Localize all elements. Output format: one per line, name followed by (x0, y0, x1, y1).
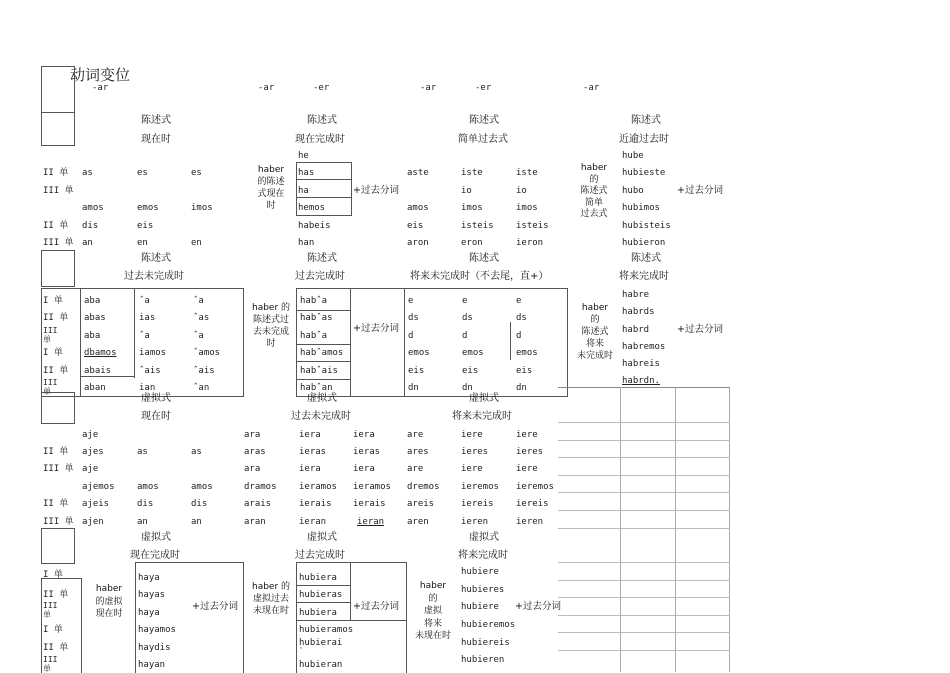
conj-cell: ierais (299, 499, 332, 509)
ending-er-2: -er (475, 83, 492, 93)
conj-cell: dn (462, 383, 473, 393)
grid-line (558, 580, 730, 581)
conj-cell: e (408, 296, 414, 306)
ending-ar-2: -ar (258, 83, 275, 93)
grid-line (558, 440, 730, 441)
conj-cell: dis (191, 499, 208, 509)
conj-cell: aste (407, 168, 429, 178)
conj-cell: ajemos (82, 482, 115, 492)
person-label: III 单 (43, 464, 74, 474)
conj-cell: dis (82, 221, 99, 231)
conj-cell: emos (408, 348, 430, 358)
participle-note: +过去分词 (353, 185, 399, 196)
heading-mood: 陈述式 (141, 253, 171, 264)
person-label: I 单 (43, 625, 63, 635)
conj-cell: dbamos (84, 348, 117, 358)
conj-cell: ha (298, 186, 309, 196)
person-label: II 单 (43, 590, 69, 600)
conj-cell: hubierai (299, 638, 343, 648)
conj-cell: ˆan (193, 383, 210, 393)
aux-label: haber 的虚拟 现在时 (95, 584, 123, 619)
conj-cell: hubiera (299, 608, 337, 618)
ending-ar-3: -ar (420, 83, 437, 93)
grid-line (558, 510, 730, 511)
heading-mood: 陈述式 (631, 115, 661, 126)
side-box-2 (41, 250, 75, 287)
grid-line (558, 422, 730, 423)
conj-cell: ieras (353, 447, 381, 457)
heading-tense: 现在时 (141, 411, 171, 422)
conj-cell: ˆais (193, 366, 215, 376)
ending-ar-1: -ar (92, 83, 109, 93)
ending-er-1: -er (313, 83, 330, 93)
conj-cell: aron (407, 238, 429, 248)
conj-cell: ds (516, 313, 527, 323)
person-label: III 单 (43, 378, 58, 396)
conj-cell: hubiere (461, 567, 499, 577)
conj-cell: ieres (516, 447, 544, 457)
divider (41, 112, 74, 113)
conj-cell: dn (408, 383, 419, 393)
conj-cell: ieren (461, 517, 489, 527)
grid-line (675, 387, 676, 672)
conj-cell: han (298, 238, 315, 248)
conj-cell: iere (516, 464, 538, 474)
participle-note: +过去分词 (353, 601, 399, 612)
heading-mood: 陈述式 (307, 115, 337, 126)
conj-cell: habˆais (300, 366, 338, 376)
conj-cell: ian (139, 383, 156, 393)
aux-label: haber 的 虚拟过去 未现在时 (251, 582, 291, 616)
pluperf-fut-table (296, 288, 568, 397)
heading-mood: 陈述式 (631, 253, 661, 264)
heading-mood: 虚拟式 (141, 532, 171, 543)
conj-cell: ieramos (353, 482, 391, 492)
participle-note: +过去分词 (677, 185, 723, 196)
person-label: I 单 (43, 570, 63, 580)
grid-line (558, 475, 730, 476)
conj-cell: e (516, 296, 522, 306)
conj-cell: ieran (299, 517, 327, 527)
heading-tense: 现在时 (141, 134, 171, 145)
conj-cell: hubiere (461, 602, 499, 612)
conj-cell: aba (84, 331, 101, 341)
conj-cell: d (408, 331, 414, 341)
divider (296, 361, 351, 362)
conj-cell: are (407, 464, 424, 474)
conj-cell: hayan (138, 660, 166, 670)
conj-cell: ieren (516, 517, 544, 527)
person-label: I 单 (43, 348, 63, 358)
heading-mood: 陈述式 (141, 115, 171, 126)
conj-cell: hubimos (622, 203, 660, 213)
conj-cell: habˆamos (300, 348, 344, 358)
conj-cell: es (191, 168, 202, 178)
conj-cell: hubo (622, 186, 644, 196)
conj-cell: en (191, 238, 202, 248)
heading-mood: 虚拟式 (469, 393, 499, 404)
heading-mood: 虚拟式 (307, 393, 337, 404)
conj-cell: hubieres (461, 585, 505, 595)
conj-cell: iera (353, 464, 375, 474)
conj-cell: abais (84, 366, 112, 376)
heading-mood: 陈述式 (307, 253, 337, 264)
conj-cell: ˆais (139, 366, 161, 376)
conj-cell: ds (408, 313, 419, 323)
conj-cell: ara (244, 430, 261, 440)
conj-cell: amos (137, 482, 159, 492)
aux-label: haber 的陈述 式现在 时 (257, 165, 285, 211)
conj-cell: iamos (139, 348, 167, 358)
conj-cell: ieremos (516, 482, 554, 492)
conj-cell: habrdn. (622, 376, 660, 386)
person-label: III 单 (43, 517, 74, 527)
grid-line (558, 597, 730, 598)
person-label: II 单 (43, 366, 69, 376)
conj-cell: haydis (138, 643, 171, 653)
conj-cell: iste (461, 168, 483, 178)
participle-note: +过去分词 (515, 601, 561, 612)
grid-line (558, 650, 730, 651)
conj-cell: iere (516, 430, 538, 440)
conj-cell: hubieren (461, 655, 505, 665)
heading-tense: 现在完成时 (295, 134, 345, 145)
side-box-4 (41, 528, 75, 564)
aux-label: haber 的 陈述式过 去未完成 时 (251, 303, 291, 349)
page-title: 动词变位 (70, 66, 131, 84)
conj-cell: aras (244, 447, 266, 457)
conj-cell: aje (82, 464, 99, 474)
divider (296, 379, 351, 380)
person-label: II 单 (43, 168, 69, 178)
heading-tense: 近逾过去时 (619, 134, 669, 145)
conj-cell: eron (461, 238, 483, 248)
conj-cell: isteis (516, 221, 549, 231)
grid-line (558, 387, 730, 388)
conj-cell: habˆa (300, 331, 328, 341)
heading-tense: 将来完成时 (619, 271, 669, 282)
person-label: II 单 (43, 313, 69, 323)
person-label: III 单 (43, 186, 74, 196)
person-label: III 单 (43, 326, 58, 344)
conj-cell: aran (244, 517, 266, 527)
conj-cell: hubiera (299, 573, 337, 583)
divider (134, 288, 135, 378)
conj-cell: eis (407, 221, 424, 231)
conj-cell: aban (84, 383, 106, 393)
grid-line (558, 457, 730, 458)
grid-line (558, 632, 730, 633)
conj-cell: imos (516, 203, 538, 213)
conj-cell: aba (84, 296, 101, 306)
conj-cell: emos (462, 348, 484, 358)
conj-cell: an (82, 238, 93, 248)
conj-cell: iera (353, 430, 375, 440)
divider (296, 620, 406, 621)
heading-tense: 过去完成时 (295, 550, 345, 561)
conj-cell: eis (462, 366, 479, 376)
divider (510, 322, 511, 360)
conj-cell: an (137, 517, 148, 527)
conj-cell: ˆ (299, 647, 304, 655)
conj-cell: ajes (82, 447, 104, 457)
conj-cell: areis (407, 499, 435, 509)
heading-tense: 过去未完成时 (124, 271, 184, 282)
aux-label: haber 的 陈述式 简单 过去式 (580, 163, 608, 219)
conj-cell: habrds (622, 307, 655, 317)
heading-mood: 陈述式 (469, 115, 499, 126)
conj-cell: iere (461, 430, 483, 440)
divider (296, 602, 351, 603)
conj-cell: an (191, 517, 202, 527)
conj-cell: ˆa (139, 296, 150, 306)
grid-line (558, 562, 730, 563)
person-label: I 单 (43, 296, 63, 306)
person-label: III 单 (43, 655, 58, 673)
conj-cell: habreis (622, 359, 660, 369)
conj-cell: amos (82, 203, 104, 213)
divider (296, 310, 351, 311)
conj-cell: hubieremos (461, 620, 516, 630)
grid-line (558, 492, 730, 493)
conj-cell: ieramos (299, 482, 337, 492)
aux-label: haber 的 陈述式 将来 未完成时 (576, 303, 613, 361)
conj-cell: habeis (298, 221, 331, 231)
conj-cell: habremos (622, 342, 666, 352)
grid-line (558, 615, 730, 616)
conj-cell: as (82, 168, 93, 178)
conj-cell: dn (516, 383, 527, 393)
conj-cell: iereis (516, 499, 549, 509)
conj-cell: iera (299, 464, 321, 474)
conj-cell: ˆamos (193, 348, 221, 358)
conj-cell: iera (299, 430, 321, 440)
conj-cell: hubieras (299, 590, 343, 600)
conj-cell: iere (461, 464, 483, 474)
conj-cell: e (462, 296, 468, 306)
conj-cell: imos (191, 203, 213, 213)
heading-tense: 将来未完成时 (452, 411, 512, 422)
conj-cell: dramos (244, 482, 277, 492)
grid-line (729, 387, 730, 672)
conj-cell: ieron (516, 238, 544, 248)
heading-tense: 简单过去式 (458, 134, 508, 145)
conj-cell: d (516, 331, 522, 341)
heading-mood: 陈述式 (469, 253, 499, 264)
heading-mood: 虚拟式 (141, 393, 171, 404)
person-label: II 单 (43, 447, 69, 457)
conj-cell: ieres (461, 447, 489, 457)
conj-cell: hubieramos (299, 625, 354, 635)
conj-cell: habˆan (300, 383, 333, 393)
conj-cell: dremos (407, 482, 440, 492)
conj-cell: hubieste (622, 168, 666, 178)
conj-cell: hube (622, 151, 644, 161)
conj-cell: hubisteis (622, 221, 671, 231)
conj-cell: ajeis (82, 499, 110, 509)
divider (296, 197, 351, 198)
conj-cell: hubieran (299, 660, 343, 670)
divider (296, 585, 351, 586)
conj-cell: haya (138, 573, 160, 583)
conj-cell: ares (407, 447, 429, 457)
conj-cell: habre (622, 290, 650, 300)
person-label: III 单 (43, 601, 58, 619)
ending-ar-4: -ar (583, 83, 600, 93)
divider (404, 288, 405, 396)
conj-cell: ierais (353, 499, 386, 509)
conj-cell: amos (407, 203, 429, 213)
heading-tense: 过去未完成时 (291, 411, 351, 422)
heading-tense: 过去完成时 (295, 271, 345, 282)
conj-cell: isteis (461, 221, 494, 231)
conj-cell: ajen (82, 517, 104, 527)
conj-cell: as (191, 447, 202, 457)
conj-cell: ieras (299, 447, 327, 457)
grid-line (558, 528, 730, 529)
conj-cell: ara (244, 464, 261, 474)
conj-cell: emos (516, 348, 538, 358)
grid-line (620, 387, 621, 672)
conj-cell: haya (138, 608, 160, 618)
conj-cell: are (407, 430, 424, 440)
heading-mood: 虚拟式 (469, 532, 499, 543)
conj-cell: ˆas (193, 313, 210, 323)
conj-cell: en (137, 238, 148, 248)
divider (350, 562, 351, 620)
divider (80, 288, 81, 396)
conj-cell: es (137, 168, 148, 178)
heading-mood: 虚拟式 (307, 532, 337, 543)
conj-cell: eis (137, 221, 154, 231)
conj-cell: ˆa (139, 331, 150, 341)
conj-cell: eis (408, 366, 425, 376)
conj-cell: amos (191, 482, 213, 492)
person-label: II 单 (43, 499, 69, 509)
conj-cell: he (298, 151, 309, 161)
conj-cell: aren (407, 517, 429, 527)
conj-cell: d (462, 331, 468, 341)
divider (296, 179, 351, 180)
conj-cell: eis (516, 366, 533, 376)
conj-cell: hayas (138, 590, 166, 600)
conj-cell: ˆa (193, 296, 204, 306)
conj-cell: emos (137, 203, 159, 213)
conj-cell: habrd (622, 325, 650, 335)
conj-cell: as (137, 447, 148, 457)
participle-note: +过去分词 (677, 324, 723, 335)
conj-cell: hubiereis (461, 638, 510, 648)
conj-cell: hayamos (138, 625, 176, 635)
participle-note: +过去分词 (353, 323, 399, 334)
conj-cell: imos (461, 203, 483, 213)
person-label: II 单 (43, 221, 69, 231)
conj-cell: has (298, 168, 315, 178)
conj-cell: arais (244, 499, 272, 509)
heading-tense: 将来未完成时（不去尾，直+） (410, 271, 549, 282)
conj-cell: iste (516, 168, 538, 178)
conj-cell: ieran (357, 517, 385, 527)
person-label: II 单 (43, 643, 69, 653)
heading-tense: 现在完成时 (130, 550, 180, 561)
conj-cell: ˆa (193, 331, 204, 341)
conj-cell: ias (139, 313, 156, 323)
participle-note: +过去分词 (192, 601, 238, 612)
conj-cell: hemos (298, 203, 326, 213)
conj-cell: io (516, 186, 527, 196)
conj-cell: dis (137, 499, 154, 509)
side-box-1 (41, 66, 75, 146)
person-label: III 单 (43, 238, 74, 248)
conj-cell: ds (462, 313, 473, 323)
conj-cell: hubieron (622, 238, 666, 248)
aux-label: haber 的 虚拟 将来 未现在时 (414, 581, 451, 641)
conj-cell: ieremos (461, 482, 499, 492)
conj-cell: habˆa (300, 296, 328, 306)
conj-cell: abas (84, 313, 106, 323)
divider (296, 344, 351, 345)
conj-cell: habˆas (300, 313, 333, 323)
conj-cell: io (461, 186, 472, 196)
conj-cell: aje (82, 430, 99, 440)
conj-cell: iereis (461, 499, 494, 509)
heading-tense: 将来完成时 (458, 550, 508, 561)
